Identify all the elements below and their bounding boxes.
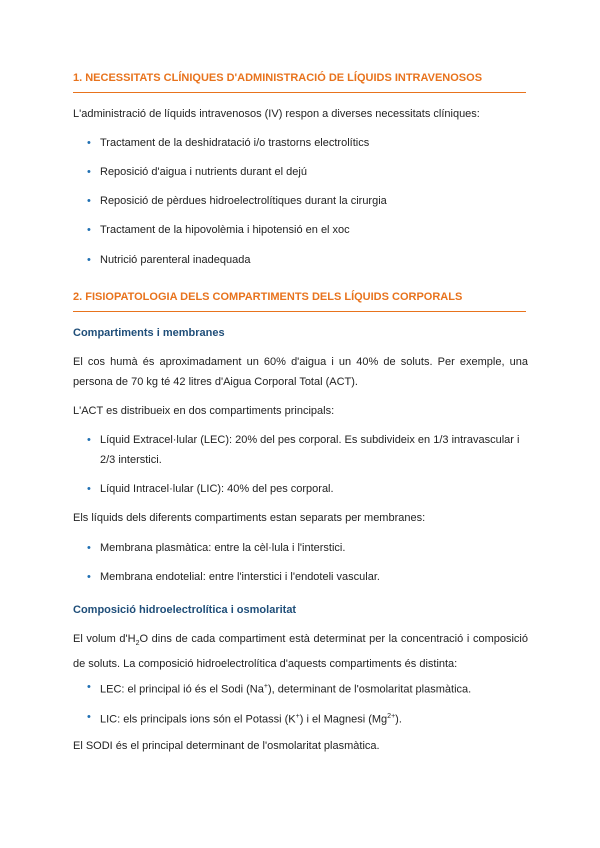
bullet-icon: • [87, 224, 91, 236]
list-item: • Nutrició parenteral inadequada [87, 250, 527, 270]
section-1-title: 1. NECESSITATS CLÍNIQUES D'ADMINISTRACIÓ DE LÍQUIDS INTRAVENOSOS [73, 72, 526, 93]
list-item: • Reposició d'aigua i nutrients durant el dejú [87, 162, 527, 182]
section-2-title: 2. FISIOPATOLOGIA DELS COMPARTIMENTS DELS LÍQUIDS CORPORALS [73, 291, 526, 312]
paragraph-sodium: El SODI és el principal determinant de l'osmolaritat plasmàtica. [73, 740, 380, 752]
list-item: • Tractament de la deshidratació i/o trastorns electrolítics [87, 133, 527, 153]
list-item: • Reposició de pèrdues hidroelectrolítiques durant la cirurgia [87, 191, 527, 211]
bullet-icon: • [87, 711, 91, 723]
bullet-icon: • [87, 434, 91, 446]
bullet-icon: • [87, 571, 91, 583]
paragraph-water-volume: El volum $d'H_2O$ dins de cada compartiment està determinat per la concentració i composició de soluts. La composició hidroelectrolítica d'aquests compartiments és distinta: [73, 633, 528, 671]
list-item: • Líquid Intracel·lular (LIC): 40% del pes corporal. [87, 479, 527, 499]
list-item: • Tractament de la hipovolèmia i hipotensió en el xoc [87, 220, 527, 240]
bullet-icon: • [87, 137, 91, 149]
section-1-intro: L'administració de líquids intravenosos (IV) respon a diverses necessitats clíniques: [73, 108, 480, 120]
bullet-icon: • [87, 254, 91, 266]
paragraph-membranes: Els líquids dels diferents compartiments estan separats per membranes: [73, 512, 426, 524]
list-item: • LEC: el principal ió és el Sodi (Na+), determinant de l'osmolaritat plasmàtica. [87, 677, 527, 700]
paragraph-body-water: El cos humà és aproximadament un 60% d'aigua i un 40% de soluts. Per exemple, una persona de 70 kg té 42 litres d'Aigua Corporal Total (ACT). [73, 356, 528, 388]
subsection-title-compartments: Compartiments i membranes [73, 327, 225, 339]
bullet-icon: • [87, 166, 91, 178]
bullet-icon: • [87, 542, 91, 554]
bullet-icon: • [87, 195, 91, 207]
list-item: • Membrana plasmàtica: entre la cèl·lula i l'interstici. [87, 538, 527, 558]
list-item: • Líquid Extracel·lular (LEC): 20% del pes corporal. Es subdivideix en 1/3 intravascular i 2/3 interstici. [87, 430, 527, 470]
bullet-icon: • [87, 483, 91, 495]
bullet-icon: • [87, 681, 91, 693]
subsection-title-composition: Composició hidroelectrolítica i osmolaritat [73, 604, 297, 616]
list-item: • Membrana endotelial: entre l'interstici i l'endoteli vascular. [87, 567, 527, 587]
list-item: • LIC: els principals ions són el Potassi (K+) i el Magnesi $(Mg^{2+})$. [87, 707, 527, 730]
paragraph-act-distribution: L'ACT es distribueix en dos compartiments principals: [73, 405, 335, 417]
